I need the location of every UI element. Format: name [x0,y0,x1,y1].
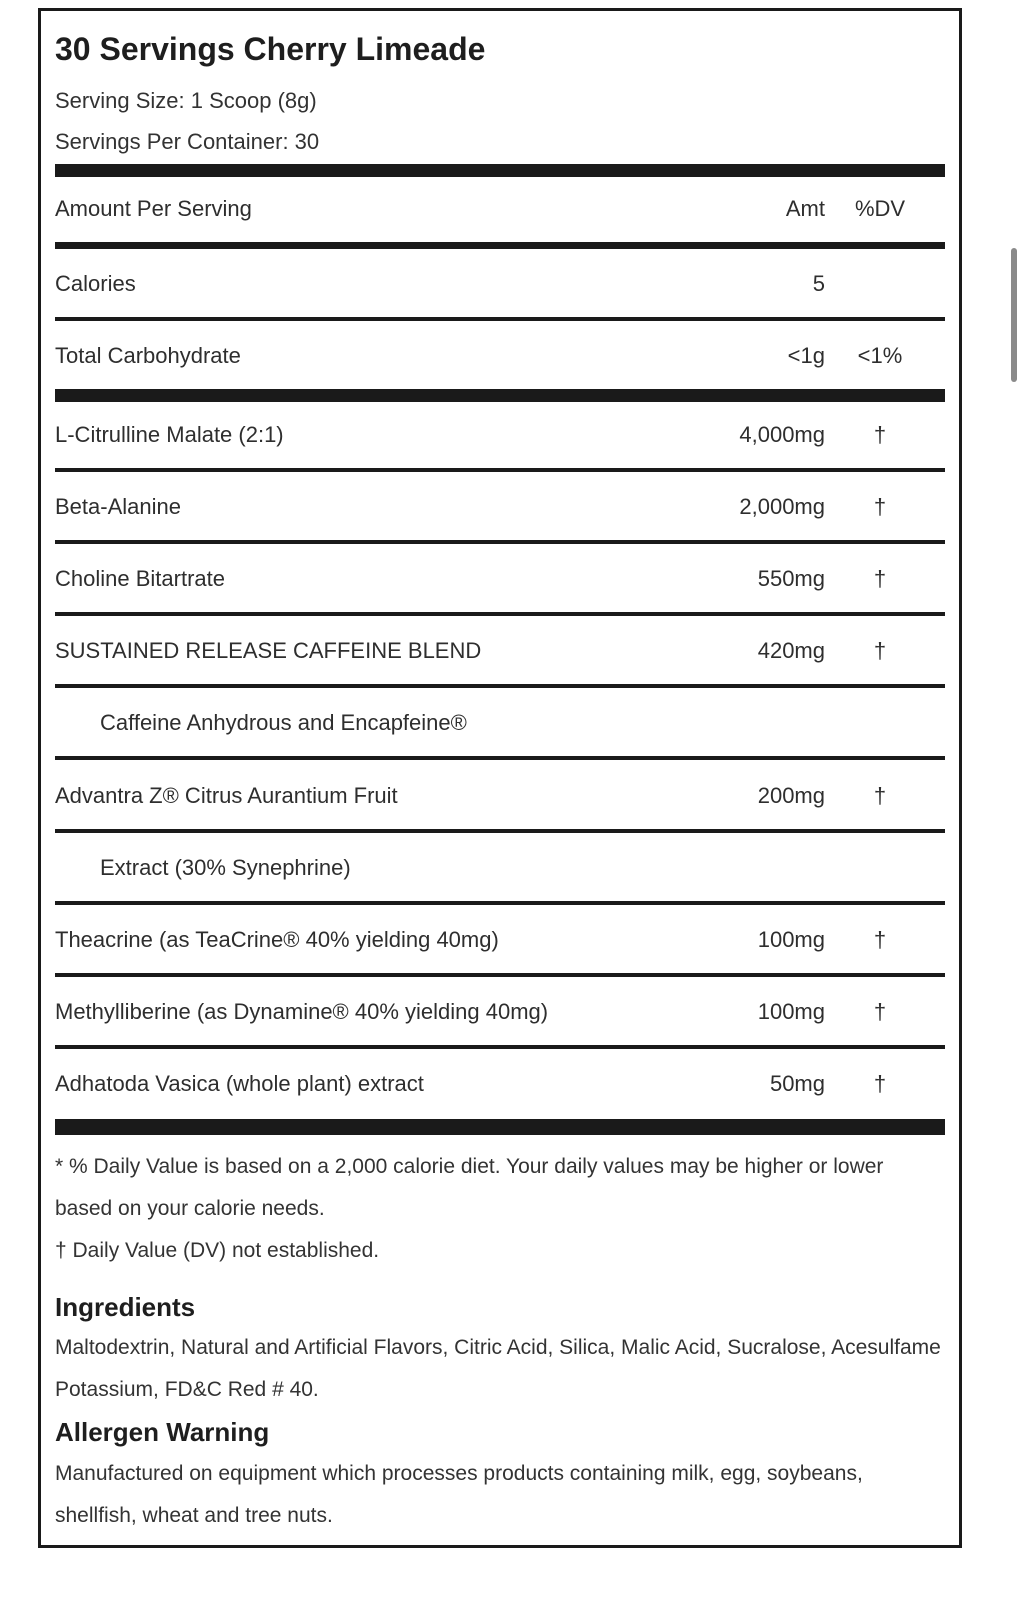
dagger-icon: † [873,783,887,808]
divider [55,684,945,688]
nutrient-dv: <1% [857,343,903,368]
divider [55,317,945,321]
nutrient-row-carbohydrate [55,335,945,375]
medium-divider [55,242,945,249]
ingredient-row [55,919,945,959]
ingredient-row [55,414,945,454]
thick-divider [55,389,945,402]
ingredient-row [55,775,945,815]
supplement-facts-panel [38,8,962,1548]
daily-value-footnote: * % Daily Value is based on a 2,000 calorie diet. Your daily values may be higher or lower based on your calorie needs. [55,1155,884,1220]
divider [55,468,945,472]
ingredient-amount: 100mg [757,999,825,1024]
thick-divider [55,1119,945,1135]
dv-header: %DV [854,196,906,221]
ingredient-name: Methylliberine (as Dynamine® 40% yielding 40mg) [55,999,549,1024]
ingredient-amount: 550mg [757,566,825,591]
dagger-icon: † [873,999,887,1024]
ingredient-name: L-Citrulline Malate (2:1) [55,422,284,447]
nutrient-amount: 5 [812,271,825,296]
divider [55,901,945,905]
nutrient-row-calories [55,263,945,303]
ingredient-subrow [55,847,945,887]
dagger-icon: † [873,422,887,447]
dagger-footnote: † Daily Value (DV) not established. [55,1239,380,1262]
scrollbar[interactable] [1011,248,1017,382]
thick-divider [55,164,945,177]
amount-per-serving-label: Amount Per Serving [55,196,252,221]
dagger-icon: † [873,638,887,663]
nutrient-name: Total Carbohydrate [55,343,241,368]
ingredient-amount: 200mg [757,783,825,808]
divider [55,829,945,833]
divider [55,612,945,616]
divider [55,540,945,544]
ingredients-text: Maltodextrin, Natural and Artificial Flavors, Citric Acid, Silica, Malic Acid, Sucralose, Acesulfame Potassium, FD&C Red # 40. [55,1336,941,1401]
allergen-text: Manufactured on equipment which processes products containing milk, egg, soybeans, shellfish, wheat and tree nuts. [55,1462,863,1527]
ingredient-amount: 50mg [769,1071,825,1096]
ingredient-name: Adhatoda Vasica (whole plant) extract [55,1071,424,1096]
dagger-icon: † [873,494,887,519]
serving-size: Serving Size: 1 Scoop (8g) [55,88,317,113]
ingredient-row [55,991,945,1031]
ingredient-row [55,558,945,598]
ingredients-heading: Ingredients [55,1292,196,1322]
ingredient-amount: 100mg [757,927,825,952]
servings-per-container: Servings Per Container: 30 [55,129,320,154]
header-row [55,188,945,228]
ingredient-name: Extract (30% Synephrine) [100,855,351,880]
ingredient-amount: 4,000mg [739,422,825,447]
amt-header: Amt [785,196,825,221]
dagger-icon: † [873,927,887,952]
ingredient-name: Caffeine Anhydrous and Encapfeine® [100,710,467,735]
divider [55,973,945,977]
product-title: 30 Servings Cherry Limeade [55,31,486,67]
ingredient-name: Advantra Z® Citrus Aurantium Fruit [55,783,398,808]
dagger-icon: † [873,566,887,591]
divider [55,1045,945,1049]
ingredient-name: Choline Bitartrate [55,566,225,591]
ingredient-name: Theacrine (as TeaCrine® 40% yielding 40mg) [55,927,499,952]
ingredient-subrow [55,702,945,742]
ingredient-name: Beta-Alanine [55,494,181,519]
allergen-heading: Allergen Warning [55,1417,270,1447]
ingredient-row [55,486,945,526]
nutrient-amount: <1g [787,343,825,368]
ingredient-amount: 420mg [757,638,825,663]
ingredient-amount: 2,000mg [739,494,825,519]
divider [55,756,945,760]
nutrient-name: Calories [55,271,136,296]
dagger-icon: † [873,1071,887,1096]
ingredient-row [55,1063,945,1103]
ingredient-row [55,630,945,670]
ingredient-name: SUSTAINED RELEASE CAFFEINE BLEND [55,638,482,663]
